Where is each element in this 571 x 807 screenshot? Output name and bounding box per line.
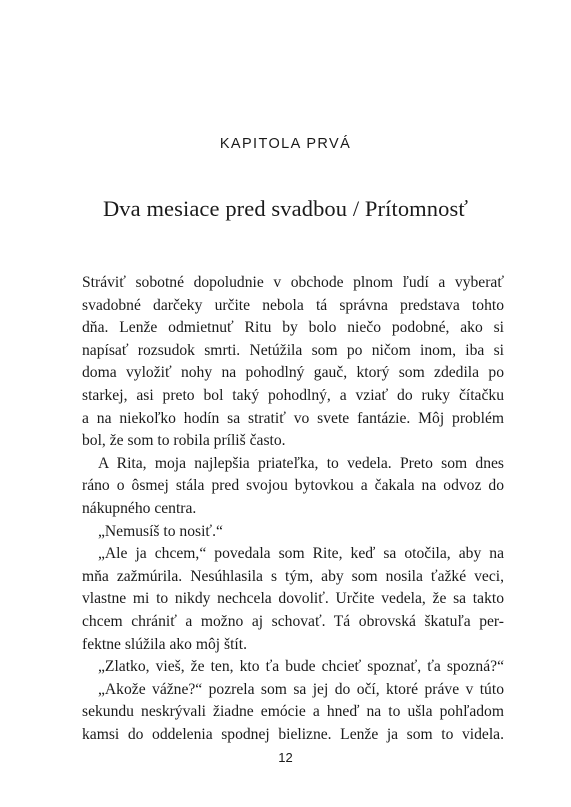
text-line: kamsi do oddelenia spodnej bielizne. Lenže ja som to videla. xyxy=(82,725,504,743)
text-line: ráno o ôsmej stála pred svojou bytovkou a čakala na odvoz do xyxy=(82,477,504,495)
text-line: chcem chrániť a možno aj schovať. Tá obrovská škatuľa per- xyxy=(82,612,504,630)
text-line: dňa. Lenže odmietnuť Ritu by bolo niečo podobné, ako si xyxy=(82,319,504,337)
text-line: „Akože vážne?“ pozrela som sa jej do očí, ktoré práve v túto xyxy=(98,680,504,698)
body-text xyxy=(82,272,504,746)
text-line: bol, že som to robila príliš často. xyxy=(82,432,286,450)
text-line: fektne slúžila ako môj štít. xyxy=(82,635,247,653)
chapter-title: Dva mesiace pred svadbou / Prítomnosť xyxy=(102,196,469,221)
text-line: a na niekoľko hodín sa stratiť vo svete fantázie. Môj problém xyxy=(82,409,504,427)
text-line: mňa zažmúrila. Nesúhlasila s tým, aby som nosila ťažké veci, xyxy=(82,567,504,585)
text-line: nákupného centra. xyxy=(82,499,197,517)
text-line: „Ale ja chcem,“ povedala som Rite, keď sa otočila, aby na xyxy=(98,545,504,563)
text-line: „Nemusíš to nosiť.“ xyxy=(98,522,223,540)
text-line: starkej, asi preto bol taký pohodlný, a vziať do ruky čítačku xyxy=(82,386,504,404)
text-line: svadobné darčeky určite nebola tá správna predstava tohto xyxy=(82,296,504,314)
text-line: „Zlatko, vieš, že ten, kto ťa bude chcieť spoznať, ťa spozná?“ xyxy=(98,658,504,676)
text-line: Stráviť sobotné dopoludnie v obchode plnom ľudí a vyberať xyxy=(82,274,504,291)
text-line: napísať rozsudok smrti. Netúžila som po ničom inom, iba si xyxy=(82,341,504,359)
chapter-label: KAPITOLA PRVÁ xyxy=(219,136,352,152)
text-line: doma vyložiť nohy na pohodlný gauč, ktorý som zdedila po xyxy=(82,364,504,382)
text-line: A Rita, moja najlepšia priateľka, to vedela. Preto som dnes xyxy=(98,454,504,472)
text-line: sekundu neskrývali žiadne emócie a hneď na to ušla pohľadom xyxy=(82,703,504,721)
page-number: 12 xyxy=(278,750,293,765)
text-line: vlastne mi to nikdy nechcela dovoliť. Určite vedela, že sa takto xyxy=(82,590,504,608)
